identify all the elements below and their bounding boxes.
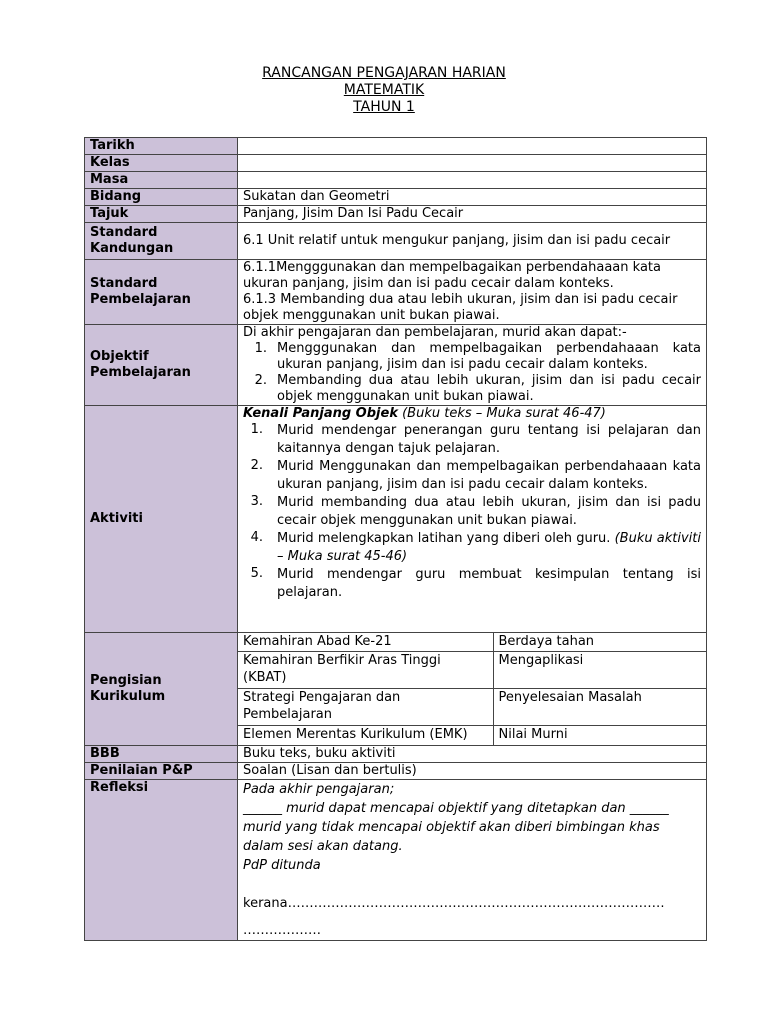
row-penilaian bbox=[85, 763, 707, 780]
value-pengisian-kurikulum bbox=[238, 633, 707, 746]
title-line-2: MATEMATIK bbox=[343, 82, 425, 98]
refleksi-line: ______ murid dapat mencapai objektif yang ditetapkan dan ______ murid yang tidak mencapai objektif akan diberi bimbingan khas dalam sesi akan datang. bbox=[243, 801, 669, 854]
list-text: Membanding dua atau lebih ukuran, jisim dan isi padu cecair objek menggunakan unit bukan piawai. bbox=[277, 373, 701, 404]
list-text: Mengggunakan dan mempelbagaikan perbendahaaan kata ukuran panjang, jisim dan isi padu cecair dalam konteks. bbox=[277, 341, 701, 372]
pengisian-key: Kemahiran Abad Ke-21 bbox=[238, 633, 493, 652]
label-kelas: Kelas bbox=[85, 155, 238, 172]
pengisian-value[interactable]: Berdaya tahan bbox=[493, 633, 706, 652]
objektif-intro: Di akhir pengajaran dan pembelajaran, murid akan dapat:- bbox=[243, 325, 627, 340]
value-bbb[interactable]: Buku teks, buku aktiviti bbox=[238, 746, 707, 763]
row-standard-kandungan bbox=[85, 223, 707, 260]
value-kelas[interactable] bbox=[238, 155, 707, 172]
refleksi-spacer bbox=[243, 875, 701, 894]
list-text: Murid melengkapkan latihan yang diberi oleh guru. bbox=[277, 531, 611, 546]
aktiviti-title: Kenali Panjang Objek bbox=[243, 406, 398, 421]
sp-item-1: 6.1.1Mengggunakan dan mempelbagaikan perbendahaaan kata ukuran panjang, jisim dan isi padu cecair dalam konteks. bbox=[243, 260, 661, 291]
list-text: Murid mendengar guru membuat kesimpulan tentang isi pelajaran. bbox=[277, 567, 701, 600]
label-masa: Masa bbox=[85, 172, 238, 189]
value-refleksi[interactable] bbox=[238, 780, 707, 941]
pengisian-key: Kemahiran Berfikir Aras Tinggi (KBAT) bbox=[238, 652, 493, 689]
label-bidang: Bidang bbox=[85, 189, 238, 206]
sp-item-2: 6.1.3 Membanding dua atau lebih ukuran, jisim dan isi padu cecair objek menggunakan unit bukan piawai. bbox=[243, 292, 678, 323]
lesson-plan-table bbox=[84, 137, 707, 941]
pengisian-value[interactable]: Penyelesaian Masalah bbox=[493, 689, 706, 726]
refleksi-spacer bbox=[243, 913, 701, 921]
list-reference: (Buku aktiviti – Muka surat 45-46) bbox=[277, 531, 701, 564]
list-text: Murid membanding dua atau lebih ukuran, jisim dan isi padu cecair objek menggunakan unit bukan piawai. bbox=[277, 495, 701, 528]
title-line-1: RANCANGAN PENGAJARAN HARIAN bbox=[262, 65, 506, 81]
label-line: Kandungan bbox=[90, 241, 174, 256]
pengisian-row bbox=[238, 652, 706, 689]
label-objektif bbox=[85, 325, 238, 406]
pengisian-value[interactable]: Mengaplikasi bbox=[493, 652, 706, 689]
row-aktiviti bbox=[85, 406, 707, 633]
label-refleksi: Refleksi bbox=[85, 780, 238, 941]
label-line: Pengisian bbox=[90, 673, 162, 688]
list-item bbox=[243, 373, 701, 405]
list-number: 4. bbox=[250, 530, 263, 545]
value-tarikh[interactable] bbox=[238, 138, 707, 155]
row-bbb bbox=[85, 746, 707, 763]
value-objektif[interactable] bbox=[238, 325, 707, 406]
value-aktiviti[interactable] bbox=[238, 406, 707, 633]
row-kelas bbox=[85, 155, 707, 172]
value-penilaian[interactable]: Soalan (Lisan dan bertulis) bbox=[238, 763, 707, 780]
refleksi-line: ……………… bbox=[243, 923, 321, 938]
list-text: Murid Menggunakan dan mempelbagaikan perbendahaaan kata ukuran panjang, jisim dan isi padu cecair dalam konteks. bbox=[277, 459, 701, 492]
pengisian-key: Strategi Pengajaran dan Pembelajaran bbox=[238, 689, 493, 726]
row-objektif bbox=[85, 325, 707, 406]
label-pengisian-kurikulum bbox=[85, 633, 238, 746]
refleksi-line: PdP ditunda bbox=[243, 858, 321, 873]
pengisian-table bbox=[238, 633, 706, 745]
value-bidang[interactable]: Sukatan dan Geometri bbox=[238, 189, 707, 206]
title-line-3: TAHUN 1 bbox=[353, 99, 415, 115]
refleksi-line: Pada akhir pengajaran; bbox=[243, 782, 395, 797]
label-bbb: BBB bbox=[85, 746, 238, 763]
pengisian-row bbox=[238, 689, 706, 726]
label-line: Pembelajaran bbox=[90, 365, 191, 380]
value-masa[interactable] bbox=[238, 172, 707, 189]
row-bidang bbox=[85, 189, 707, 206]
row-refleksi bbox=[85, 780, 707, 941]
label-tajuk: Tajuk bbox=[85, 206, 238, 223]
list-number: 2. bbox=[250, 458, 263, 473]
list-number: 1. bbox=[250, 422, 263, 437]
aktiviti-reference: (Buku teks – Muka surat 46-47) bbox=[402, 406, 606, 421]
aktiviti-list bbox=[243, 422, 701, 602]
pengisian-value[interactable]: Nilai Murni bbox=[493, 726, 706, 746]
list-item bbox=[243, 422, 701, 458]
refleksi-line: kerana…………………………………………………………………………… bbox=[243, 896, 665, 911]
list-item bbox=[243, 494, 701, 530]
list-item bbox=[243, 530, 701, 566]
pengisian-row bbox=[238, 633, 706, 652]
label-tarikh: Tarikh bbox=[85, 138, 238, 155]
label-standard-kandungan bbox=[85, 223, 238, 260]
document-title bbox=[0, 65, 768, 116]
row-standard-pembelajaran bbox=[85, 260, 707, 325]
label-line: Kurikulum bbox=[90, 689, 166, 704]
label-standard-pembelajaran bbox=[85, 260, 238, 325]
list-text: Murid mendengar penerangan guru tentang isi pelajaran dan kaitannya dengan tajuk pelajaran. bbox=[277, 423, 701, 456]
list-item bbox=[243, 458, 701, 494]
list-number: 5. bbox=[250, 566, 263, 581]
aktiviti-heading bbox=[243, 406, 701, 422]
objektif-list bbox=[243, 341, 701, 405]
label-line: Standard bbox=[90, 276, 158, 291]
row-masa bbox=[85, 172, 707, 189]
list-item bbox=[243, 341, 701, 373]
row-tarikh bbox=[85, 138, 707, 155]
value-standard-kandungan[interactable]: 6.1 Unit relatif untuk mengukur panjang, jisim dan isi padu cecair bbox=[238, 223, 707, 260]
pengisian-row bbox=[238, 726, 706, 746]
list-number: 2. bbox=[254, 373, 267, 388]
list-number: 3. bbox=[250, 494, 263, 509]
list-number: 1. bbox=[254, 341, 267, 356]
list-text-wrap bbox=[277, 530, 701, 566]
label-penilaian: Penilaian P&P bbox=[85, 763, 238, 780]
label-aktiviti: Aktiviti bbox=[85, 406, 238, 633]
pengisian-key: Elemen Merentas Kurikulum (EMK) bbox=[238, 726, 493, 746]
list-item bbox=[243, 566, 701, 602]
label-line: Standard bbox=[90, 225, 158, 240]
value-standard-pembelajaran[interactable] bbox=[238, 260, 707, 325]
row-tajuk bbox=[85, 206, 707, 223]
label-line: Pembelajaran bbox=[90, 292, 191, 307]
value-tajuk[interactable]: Panjang, Jisim Dan Isi Padu Cecair bbox=[238, 206, 707, 223]
label-line: Objektif bbox=[90, 349, 149, 364]
row-pengisian-kurikulum bbox=[85, 633, 707, 746]
